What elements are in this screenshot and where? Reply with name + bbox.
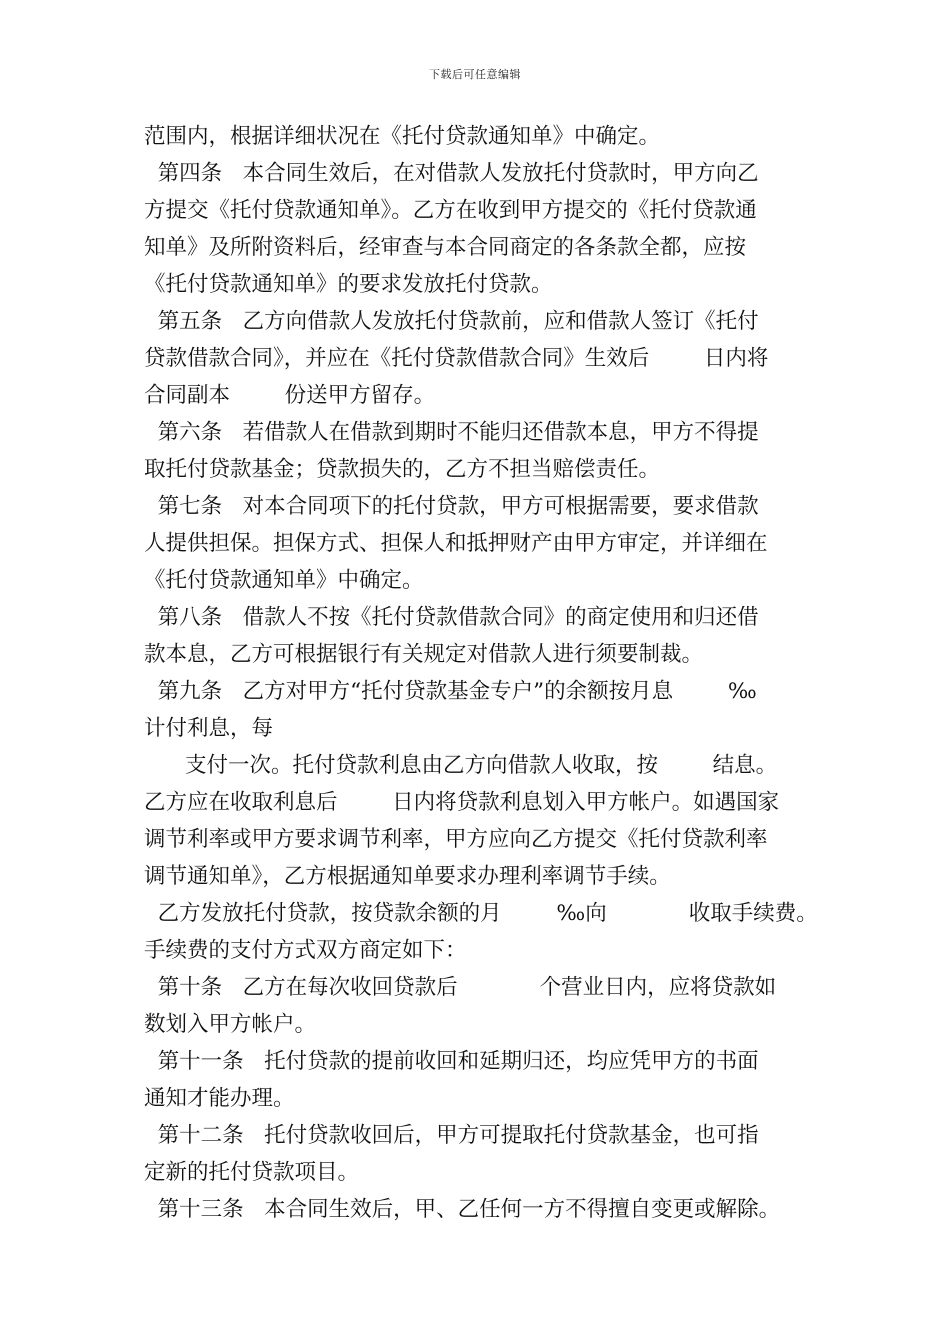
text-line: 通知才能办理。 xyxy=(144,1086,295,1111)
text-line: 第十条 乙方在每次收回贷款后 个营业日内，应将贷款如 xyxy=(144,975,777,1000)
text-line: 手续费的支付方式双方商定如下： xyxy=(144,938,467,963)
text-line: 支付一次。托付贷款利息由乙方向借款人收取，按 结息。 xyxy=(144,753,778,778)
text-line: 知单》及所附资料后，经审查与本合同商定的各条款全都，应按 xyxy=(144,235,747,260)
text-line: 方提交《托付贷款通知单》。乙方在收到甲方提交的《托付贷款通 xyxy=(144,198,757,223)
text-line: 第十三条 本合同生效后，甲、乙任何一方不得擅自变更或解除。 xyxy=(144,1197,781,1222)
text-line: 第十一条 托付贷款的提前收回和延期归还，均应凭甲方的书面 xyxy=(144,1049,759,1074)
text-line: 定新的托付贷款项目。 xyxy=(144,1160,360,1185)
text-line: 调节利率或甲方要求调节利率，甲方应向乙方提交《托付贷款利率 xyxy=(144,827,768,852)
text-line: 第六条 若借款人在借款到期时不能归还借款本息，甲方不得提 xyxy=(144,420,759,445)
text-line: 乙方发放托付贷款，按贷款余额的月 ‰向 收取手续费。 xyxy=(144,901,818,926)
text-line: 《托付贷款通知单》的要求发放托付贷款。 xyxy=(144,272,553,297)
text-line: 合同副本 份送甲方留存。 xyxy=(144,383,436,408)
text-line: 第四条 本合同生效后，在对借款人发放托付贷款时，甲方向乙 xyxy=(144,161,759,186)
text-line: 第七条 对本合同项下的托付贷款，甲方可根据需要，要求借款 xyxy=(144,494,759,519)
text-line: 人提供担保。担保方式、担保人和抵押财产由甲方审定，并详细在 xyxy=(144,531,768,556)
page-header: 下载后可任意编辑 xyxy=(429,68,521,81)
text-line: 数划入甲方帐户。 xyxy=(144,1012,317,1037)
text-line: 第九条 乙方对甲方“托付贷款基金专户”的余额按月息 ‰ xyxy=(144,679,757,704)
text-line: 第十二条 托付贷款收回后，甲方可提取托付贷款基金，也可指 xyxy=(144,1123,759,1148)
text-line: 计付利息，每 xyxy=(144,716,274,741)
text-line: 第五条 乙方向借款人发放托付贷款前，应和借款人签订《托付 xyxy=(144,309,759,334)
text-line: 《托付贷款通知单》中确定。 xyxy=(144,568,424,593)
text-line: 款本息，乙方可根据银行有关规定对借款人进行须要制裁。 xyxy=(144,642,704,667)
text-line: 范围内，根据详细状况在《托付贷款通知单》中确定。 xyxy=(144,124,661,149)
text-line: 第八条 借款人不按《托付贷款借款合同》的商定使用和归还借 xyxy=(144,605,759,630)
text-line: 调节通知单》，乙方根据通知单要求办理利率调节手续。 xyxy=(144,864,671,889)
text-line: 贷款借款合同》，并应在《托付贷款借款合同》生效后 日内将 xyxy=(144,346,769,371)
document-body xyxy=(144,118,824,1228)
text-line: 取托付贷款基金；贷款损失的，乙方不担当赔偿责任。 xyxy=(144,457,661,482)
text-line: 乙方应在收取利息后 日内将贷款利息划入甲方帐户。如遇国家 xyxy=(144,790,780,815)
